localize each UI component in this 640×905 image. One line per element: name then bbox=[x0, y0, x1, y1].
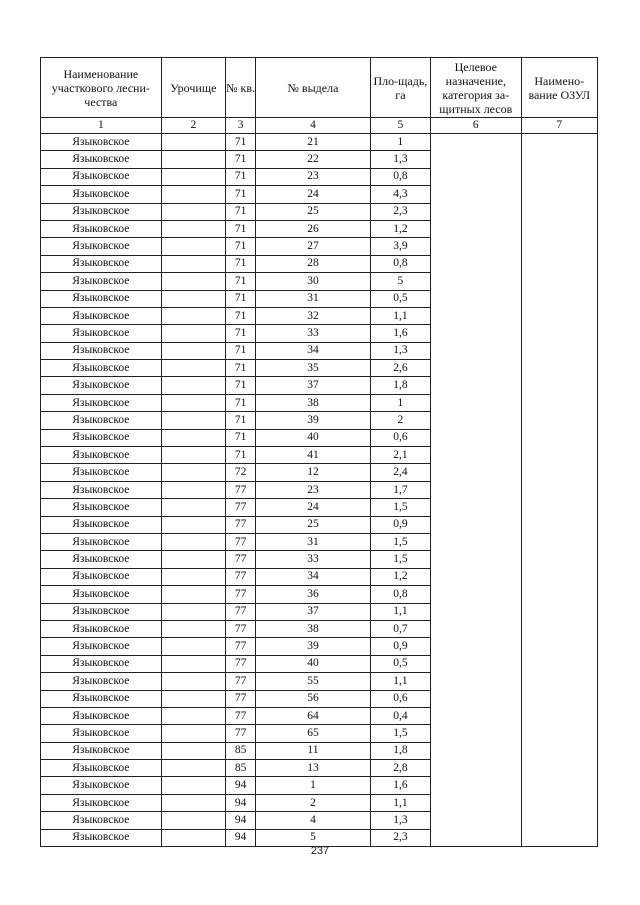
cell-tract bbox=[161, 220, 225, 237]
cell-allotment: 26 bbox=[256, 220, 371, 237]
cell-area: 1,5 bbox=[370, 725, 430, 742]
cell-quarter: 77 bbox=[225, 690, 255, 707]
cell-quarter: 77 bbox=[225, 499, 255, 516]
table-row bbox=[41, 134, 598, 151]
cell-forestry: Языковское bbox=[41, 777, 162, 794]
cell-allotment: 32 bbox=[256, 307, 371, 324]
cell-allotment: 56 bbox=[256, 690, 371, 707]
cell-allotment: 40 bbox=[256, 429, 371, 446]
cell-forestry: Языковское bbox=[41, 412, 162, 429]
cell-allotment: 55 bbox=[256, 673, 371, 690]
cell-tract bbox=[161, 551, 225, 568]
cell-tract bbox=[161, 725, 225, 742]
cell-area: 1,5 bbox=[370, 551, 430, 568]
cell-area: 0,4 bbox=[370, 707, 430, 724]
cell-allotment: 64 bbox=[256, 707, 371, 724]
cell-area: 1,8 bbox=[370, 742, 430, 759]
cell-quarter: 72 bbox=[225, 464, 255, 481]
cell-area: 0,8 bbox=[370, 168, 430, 185]
cell-quarter: 71 bbox=[225, 377, 255, 394]
cell-quarter: 77 bbox=[225, 551, 255, 568]
cell-forestry: Языковское bbox=[41, 794, 162, 811]
cell-tract bbox=[161, 586, 225, 603]
cell-tract bbox=[161, 673, 225, 690]
cell-allotment: 65 bbox=[256, 725, 371, 742]
cell-purpose-merged bbox=[431, 134, 521, 847]
cell-quarter: 77 bbox=[225, 516, 255, 533]
cell-forestry: Языковское bbox=[41, 707, 162, 724]
cell-quarter: 71 bbox=[225, 168, 255, 185]
cell-tract bbox=[161, 203, 225, 220]
cell-area: 0,5 bbox=[370, 655, 430, 672]
cell-quarter: 71 bbox=[225, 360, 255, 377]
cell-forestry: Языковское bbox=[41, 151, 162, 168]
cell-allotment: 40 bbox=[256, 655, 371, 672]
cell-tract bbox=[161, 394, 225, 411]
cell-area: 2,3 bbox=[370, 203, 430, 220]
cell-forestry: Языковское bbox=[41, 620, 162, 637]
cell-allotment: 38 bbox=[256, 620, 371, 637]
cell-forestry: Языковское bbox=[41, 429, 162, 446]
cell-forestry: Языковское bbox=[41, 203, 162, 220]
cell-area: 0,6 bbox=[370, 429, 430, 446]
cell-quarter: 77 bbox=[225, 620, 255, 637]
cell-quarter: 85 bbox=[225, 742, 255, 759]
cell-tract bbox=[161, 481, 225, 498]
cell-allotment: 13 bbox=[256, 760, 371, 777]
cell-quarter: 71 bbox=[225, 394, 255, 411]
cell-allotment: 27 bbox=[256, 238, 371, 255]
cell-area: 0,7 bbox=[370, 620, 430, 637]
cell-forestry: Языковское bbox=[41, 760, 162, 777]
cell-area: 1,1 bbox=[370, 673, 430, 690]
cell-quarter: 71 bbox=[225, 447, 255, 464]
cell-tract bbox=[161, 447, 225, 464]
cell-area: 1,3 bbox=[370, 151, 430, 168]
cell-forestry: Языковское bbox=[41, 342, 162, 359]
cell-tract bbox=[161, 325, 225, 342]
cell-quarter: 71 bbox=[225, 186, 255, 203]
cell-forestry: Языковское bbox=[41, 394, 162, 411]
cell-forestry: Языковское bbox=[41, 812, 162, 829]
cell-quarter: 71 bbox=[225, 290, 255, 307]
cell-forestry: Языковское bbox=[41, 186, 162, 203]
header-quarter: № кв. bbox=[225, 58, 255, 118]
cell-quarter: 71 bbox=[225, 273, 255, 290]
cell-tract bbox=[161, 464, 225, 481]
cell-tract bbox=[161, 516, 225, 533]
cell-quarter: 77 bbox=[225, 586, 255, 603]
cell-allotment: 35 bbox=[256, 360, 371, 377]
cell-forestry: Языковское bbox=[41, 516, 162, 533]
cell-forestry: Языковское bbox=[41, 586, 162, 603]
cell-area: 2,1 bbox=[370, 447, 430, 464]
cell-allotment: 31 bbox=[256, 290, 371, 307]
cell-allotment: 22 bbox=[256, 151, 371, 168]
column-number: 4 bbox=[256, 118, 371, 134]
cell-allotment: 24 bbox=[256, 499, 371, 516]
page-number: 237 bbox=[310, 845, 330, 857]
forest-allotment-table bbox=[40, 57, 598, 847]
header-allotment: № выдела bbox=[256, 58, 371, 118]
cell-quarter: 77 bbox=[225, 568, 255, 585]
cell-tract bbox=[161, 829, 225, 846]
cell-quarter: 71 bbox=[225, 342, 255, 359]
cell-tract bbox=[161, 412, 225, 429]
cell-quarter: 77 bbox=[225, 707, 255, 724]
table-body bbox=[41, 134, 598, 847]
cell-allotment: 34 bbox=[256, 568, 371, 585]
cell-allotment: 41 bbox=[256, 447, 371, 464]
cell-area: 4,3 bbox=[370, 186, 430, 203]
header-purpose: Целевое назначение, категория за-щитных лесов bbox=[431, 58, 521, 118]
cell-area: 1 bbox=[370, 394, 430, 411]
cell-forestry: Языковское bbox=[41, 134, 162, 151]
cell-quarter: 77 bbox=[225, 533, 255, 550]
cell-quarter: 77 bbox=[225, 655, 255, 672]
cell-quarter: 77 bbox=[225, 673, 255, 690]
cell-area: 1,7 bbox=[370, 481, 430, 498]
cell-quarter: 94 bbox=[225, 777, 255, 794]
cell-forestry: Языковское bbox=[41, 168, 162, 185]
cell-area: 1,5 bbox=[370, 533, 430, 550]
cell-tract bbox=[161, 777, 225, 794]
cell-quarter: 94 bbox=[225, 829, 255, 846]
cell-forestry: Языковское bbox=[41, 377, 162, 394]
cell-area: 0,8 bbox=[370, 586, 430, 603]
cell-area: 1,1 bbox=[370, 603, 430, 620]
cell-forestry: Языковское bbox=[41, 220, 162, 237]
cell-tract bbox=[161, 690, 225, 707]
cell-forestry: Языковское bbox=[41, 725, 162, 742]
cell-tract bbox=[161, 533, 225, 550]
cell-forestry: Языковское bbox=[41, 290, 162, 307]
cell-quarter: 71 bbox=[225, 238, 255, 255]
cell-area: 0,9 bbox=[370, 638, 430, 655]
cell-allotment: 21 bbox=[256, 134, 371, 151]
cell-forestry: Языковское bbox=[41, 533, 162, 550]
cell-allotment: 28 bbox=[256, 255, 371, 272]
cell-quarter: 71 bbox=[225, 412, 255, 429]
cell-tract bbox=[161, 568, 225, 585]
cell-tract bbox=[161, 638, 225, 655]
cell-tract bbox=[161, 186, 225, 203]
cell-tract bbox=[161, 168, 225, 185]
cell-tract bbox=[161, 429, 225, 446]
cell-tract bbox=[161, 360, 225, 377]
cell-area: 1 bbox=[370, 134, 430, 151]
cell-allotment: 38 bbox=[256, 394, 371, 411]
cell-allotment: 5 bbox=[256, 829, 371, 846]
cell-forestry: Языковское bbox=[41, 603, 162, 620]
cell-quarter: 71 bbox=[225, 255, 255, 272]
cell-quarter: 71 bbox=[225, 325, 255, 342]
cell-area: 1,3 bbox=[370, 812, 430, 829]
cell-area: 1,6 bbox=[370, 325, 430, 342]
cell-area: 0,5 bbox=[370, 290, 430, 307]
cell-area: 1,1 bbox=[370, 307, 430, 324]
header-area: Пло-щадь, га bbox=[370, 58, 430, 118]
cell-tract bbox=[161, 794, 225, 811]
cell-area: 1,2 bbox=[370, 220, 430, 237]
cell-tract bbox=[161, 307, 225, 324]
cell-allotment: 36 bbox=[256, 586, 371, 603]
column-number: 1 bbox=[41, 118, 162, 134]
cell-forestry: Языковское bbox=[41, 464, 162, 481]
cell-tract bbox=[161, 620, 225, 637]
cell-tract bbox=[161, 812, 225, 829]
cell-tract bbox=[161, 499, 225, 516]
cell-area: 2,8 bbox=[370, 760, 430, 777]
cell-allotment: 12 bbox=[256, 464, 371, 481]
cell-allotment: 31 bbox=[256, 533, 371, 550]
cell-allotment: 37 bbox=[256, 377, 371, 394]
cell-area: 5 bbox=[370, 273, 430, 290]
cell-area: 2,4 bbox=[370, 464, 430, 481]
cell-forestry: Языковское bbox=[41, 447, 162, 464]
cell-allotment: 37 bbox=[256, 603, 371, 620]
header-row bbox=[41, 58, 598, 118]
cell-quarter: 71 bbox=[225, 134, 255, 151]
cell-allotment: 33 bbox=[256, 325, 371, 342]
cell-quarter: 85 bbox=[225, 760, 255, 777]
cell-forestry: Языковское bbox=[41, 742, 162, 759]
cell-area: 1,1 bbox=[370, 794, 430, 811]
cell-quarter: 77 bbox=[225, 638, 255, 655]
cell-tract bbox=[161, 134, 225, 151]
column-number: 2 bbox=[161, 118, 225, 134]
cell-allotment: 11 bbox=[256, 742, 371, 759]
cell-tract bbox=[161, 342, 225, 359]
cell-quarter: 77 bbox=[225, 725, 255, 742]
cell-forestry: Языковское bbox=[41, 638, 162, 655]
cell-forestry: Языковское bbox=[41, 481, 162, 498]
cell-area: 1,2 bbox=[370, 568, 430, 585]
cell-tract bbox=[161, 742, 225, 759]
cell-allotment: 34 bbox=[256, 342, 371, 359]
cell-allotment: 23 bbox=[256, 168, 371, 185]
cell-area: 0,6 bbox=[370, 690, 430, 707]
cell-allotment: 23 bbox=[256, 481, 371, 498]
cell-area: 3,9 bbox=[370, 238, 430, 255]
cell-quarter: 71 bbox=[225, 220, 255, 237]
cell-quarter: 71 bbox=[225, 151, 255, 168]
cell-area: 2 bbox=[370, 412, 430, 429]
header-ozul: Наимено-вание ОЗУЛ bbox=[521, 58, 597, 118]
cell-tract bbox=[161, 377, 225, 394]
cell-quarter: 71 bbox=[225, 429, 255, 446]
cell-forestry: Языковское bbox=[41, 655, 162, 672]
cell-allotment: 2 bbox=[256, 794, 371, 811]
cell-tract bbox=[161, 290, 225, 307]
cell-forestry: Языковское bbox=[41, 255, 162, 272]
cell-allotment: 39 bbox=[256, 412, 371, 429]
cell-forestry: Языковское bbox=[41, 499, 162, 516]
cell-area: 1,5 bbox=[370, 499, 430, 516]
cell-quarter: 71 bbox=[225, 203, 255, 220]
header-forestry-name: Наименование участкового лесни-чества bbox=[41, 58, 162, 118]
cell-area: 1,6 bbox=[370, 777, 430, 794]
cell-forestry: Языковское bbox=[41, 360, 162, 377]
cell-ozul-merged bbox=[521, 134, 597, 847]
cell-tract bbox=[161, 707, 225, 724]
cell-allotment: 4 bbox=[256, 812, 371, 829]
cell-forestry: Языковское bbox=[41, 325, 162, 342]
cell-quarter: 94 bbox=[225, 794, 255, 811]
cell-allotment: 25 bbox=[256, 203, 371, 220]
cell-allotment: 25 bbox=[256, 516, 371, 533]
cell-area: 0,9 bbox=[370, 516, 430, 533]
cell-area: 1,3 bbox=[370, 342, 430, 359]
cell-allotment: 33 bbox=[256, 551, 371, 568]
cell-forestry: Языковское bbox=[41, 238, 162, 255]
column-number: 7 bbox=[521, 118, 597, 134]
cell-forestry: Языковское bbox=[41, 568, 162, 585]
cell-tract bbox=[161, 255, 225, 272]
cell-tract bbox=[161, 238, 225, 255]
header-tract: Урочище bbox=[161, 58, 225, 118]
cell-forestry: Языковское bbox=[41, 673, 162, 690]
forest-table-sheet bbox=[40, 57, 598, 847]
cell-allotment: 24 bbox=[256, 186, 371, 203]
cell-area: 2,6 bbox=[370, 360, 430, 377]
cell-forestry: Языковское bbox=[41, 307, 162, 324]
cell-forestry: Языковское bbox=[41, 829, 162, 846]
cell-quarter: 77 bbox=[225, 603, 255, 620]
cell-tract bbox=[161, 760, 225, 777]
cell-allotment: 39 bbox=[256, 638, 371, 655]
cell-allotment: 1 bbox=[256, 777, 371, 794]
cell-area: 2,3 bbox=[370, 829, 430, 846]
column-number-row bbox=[41, 118, 598, 134]
cell-forestry: Языковское bbox=[41, 551, 162, 568]
cell-area: 0,8 bbox=[370, 255, 430, 272]
cell-quarter: 77 bbox=[225, 481, 255, 498]
cell-forestry: Языковское bbox=[41, 273, 162, 290]
cell-tract bbox=[161, 603, 225, 620]
column-number: 6 bbox=[431, 118, 521, 134]
column-number: 3 bbox=[225, 118, 255, 134]
cell-tract bbox=[161, 273, 225, 290]
cell-tract bbox=[161, 151, 225, 168]
column-number: 5 bbox=[370, 118, 430, 134]
cell-quarter: 94 bbox=[225, 812, 255, 829]
cell-allotment: 30 bbox=[256, 273, 371, 290]
cell-quarter: 71 bbox=[225, 307, 255, 324]
cell-area: 1,8 bbox=[370, 377, 430, 394]
cell-forestry: Языковское bbox=[41, 690, 162, 707]
cell-tract bbox=[161, 655, 225, 672]
